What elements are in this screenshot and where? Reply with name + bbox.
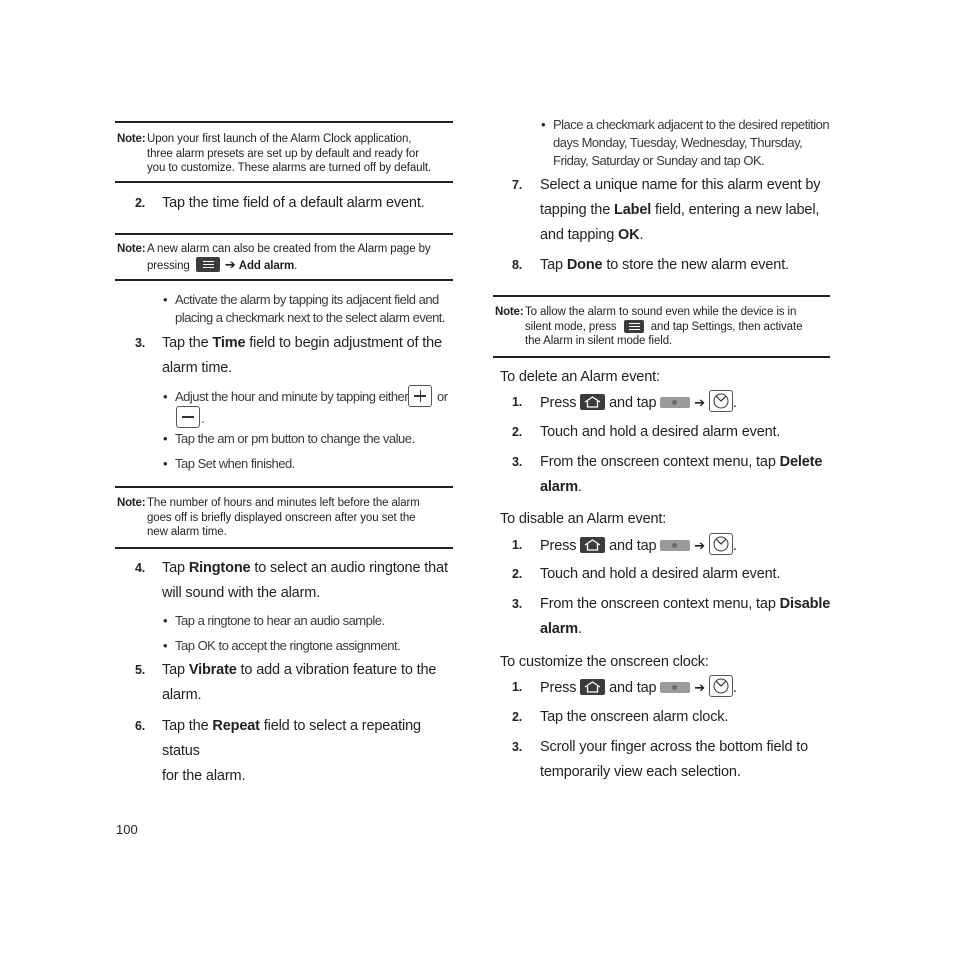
delete-step-2 [512,420,832,445]
step-8 [512,253,832,278]
applications-icon [660,682,690,693]
delete-step-3 [512,450,832,500]
step-2 [135,191,455,216]
step-text: Tap Ringtone to select an audio ringtone that will sound with the alarm. [162,560,448,601]
bullet-adjust: • Adjust the hour and minute by tapping either or . [163,386,463,430]
delete-step-1: 1. Press and tap ➔ . [512,390,832,415]
note-text: Upon your first launch of the Alarm Clock application, three alarm presets are set up by default and ready for you to customize. These alarms are turned off by default. [147,133,432,174]
step-6 [135,714,455,784]
customize-heading: To customize the onscreen clock: [500,654,709,670]
step-number: 4. [135,561,146,575]
disable-heading: To disable an Alarm event: [500,511,667,527]
step-number: 2. [135,196,146,210]
step-number: 5. [135,663,146,677]
bullet-dot: • [163,431,168,446]
menu-icon [624,320,644,333]
clock-icon [709,533,733,555]
step-number: 8. [512,258,523,272]
minus-icon [176,406,200,428]
step-text: Tap Done to store the new alarm event. [540,257,789,273]
note-time-left [115,486,453,549]
step-number: 1. [512,680,523,694]
plus-icon [408,385,432,407]
step-number: 2. [512,567,523,581]
home-icon [580,537,605,553]
step-4 [135,556,455,606]
step-5 [135,658,455,708]
applications-icon [660,540,690,551]
page-number: 100 [116,822,138,837]
note-text: The number of hours and minutes left before the alarm goes off is briefly displayed onscreen after you set the new alarm time. [147,497,420,538]
note-label: Note: [117,133,146,145]
disable-step-1: 1. Press and tap ➔ . [512,533,832,558]
arrow-icon: ➔ [694,680,705,695]
step-number: 3. [512,740,523,754]
bullet-dot: • [163,613,168,628]
customize-step-3 [512,735,832,785]
customize-step-2 [512,705,832,730]
step-number: 2. [512,425,523,439]
note-text: To allow the alarm to sound even while the device is in silent mode, press and tap Settings, then activate the Alarm in silent mode field. [525,306,803,347]
step-text: From the onscreen context menu, tap Delete alarm. [540,454,823,495]
step-number: 7. [512,178,523,192]
arrow-icon: ➔ [224,256,236,272]
step-number: 3. [512,455,523,469]
arrow-icon: ➔ [694,538,705,553]
disable-step-3 [512,592,832,642]
note-label: Note: [117,243,146,255]
step-text: Tap the Repeat field to select a repeating status for the alarm. [162,718,421,784]
bullet-dot: • [163,456,168,471]
note-label: Note: [117,497,146,509]
step-number: 6. [135,719,146,733]
bullet-dot: • [163,292,168,307]
step-text: Tap the time field of a default alarm event. [162,195,425,211]
step-7 [512,173,832,248]
note-silent-mode [493,295,830,358]
step-text: Touch and hold a desired alarm event. [540,566,781,582]
customize-step-1: 1. Press and tap ➔ . [512,675,832,700]
bullet-dot: • [163,638,168,653]
step-text: Select a unique name for this alarm event by tapping the Label field, entering a new label, and tapping OK. [540,177,821,243]
step-number: 2. [512,710,523,724]
note-text: A new alarm can also be created from the Alarm page by pressing ➔ Add alarm. [147,243,431,272]
note-add-alarm [115,233,453,281]
step-text: From the onscreen context menu, tap Disable alarm. [540,596,831,637]
step-text: Scroll your finger across the bottom field to temporarily view each selection. [540,739,809,780]
bullet-dot: • [541,117,546,132]
menu-icon [196,257,220,272]
disable-step-2 [512,562,832,587]
note-first-launch [115,121,453,183]
bullet-dot: • [163,389,168,404]
step-text: Touch and hold a desired alarm event. [540,424,781,440]
step-3 [135,331,455,381]
arrow-icon: ➔ [694,395,705,410]
clock-icon [709,390,733,412]
step-number: 1. [512,395,523,409]
step-number: 3. [135,336,146,350]
step-text: Tap Vibrate to add a vibration feature to the alarm. [162,662,437,703]
step-number: 1. [512,538,523,552]
step-number: 3. [512,597,523,611]
home-icon [580,394,605,410]
delete-heading: To delete an Alarm event: [500,369,660,385]
applications-icon [660,397,690,408]
note-label: Note: [495,306,524,318]
step-text: Tap the onscreen alarm clock. [540,709,729,725]
step-text: Tap the Time field to begin adjustment of the alarm time. [162,335,442,376]
home-icon [580,679,605,695]
clock-icon [709,675,733,697]
